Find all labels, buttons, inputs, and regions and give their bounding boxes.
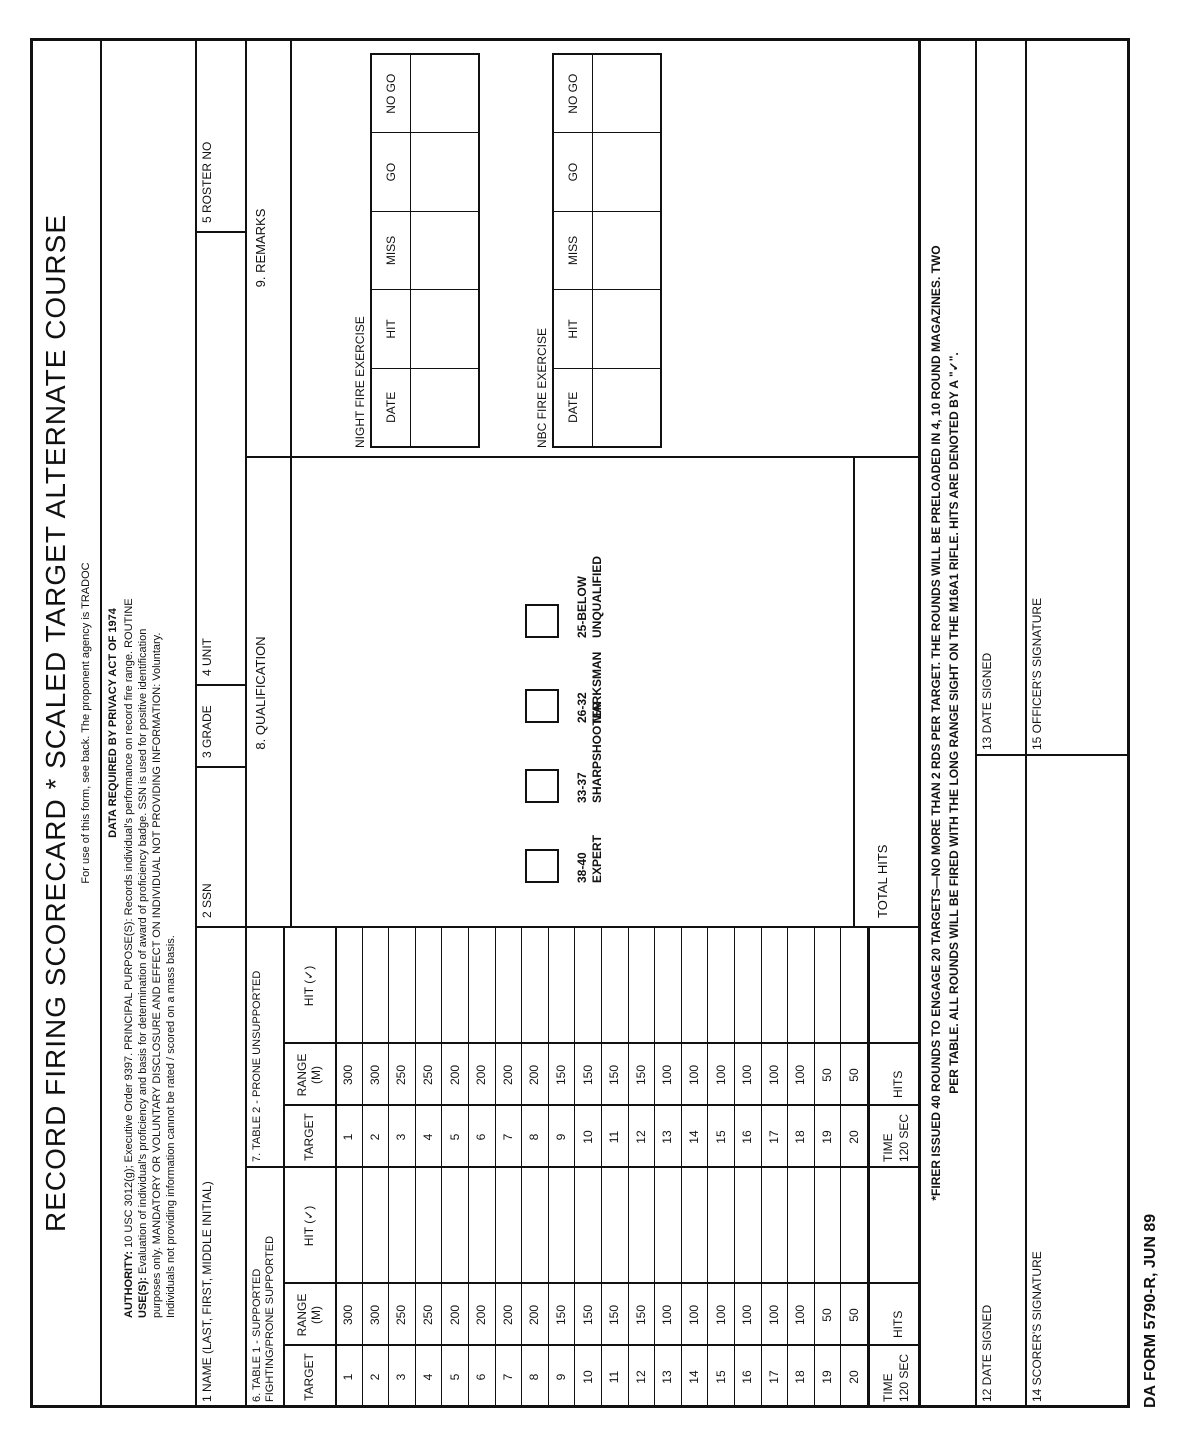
nbc-date-cell[interactable] xyxy=(593,369,660,446)
table2-range-cell: 200 xyxy=(500,1064,515,1086)
officer-signature-field[interactable]: 15 OFFICER'S SIGNATURE xyxy=(1030,597,1044,750)
night-fire-table xyxy=(370,53,480,448)
table2-hit-cell[interactable] xyxy=(521,928,548,1044)
table2-target-cell: 12 xyxy=(633,1130,648,1144)
privacy-individuals: Individuals not providing information cannot be rated / scored on a mass basis. xyxy=(165,935,177,1318)
table1-target-cell: 12 xyxy=(633,1370,648,1384)
nbc-fire-title: NBC FIRE EXERCISE xyxy=(535,327,549,448)
table2-hit-cell[interactable] xyxy=(548,928,575,1044)
table2-hit-cell[interactable] xyxy=(335,928,362,1044)
table2-hits-label: HITS xyxy=(891,1070,905,1098)
divider xyxy=(100,38,102,1408)
table1-total-divider xyxy=(867,1168,870,1408)
date-signed-13-field[interactable]: 13 DATE SIGNED xyxy=(980,652,994,750)
qualification-checkbox[interactable] xyxy=(525,769,559,803)
authority-text: 10 USC 3012(g); Executive Order 9397. PRINCIPAL PURPOSE(S): Records individual's performance on record fire range. ROUTINE xyxy=(123,598,135,1248)
table1-range-cell: 150 xyxy=(633,1304,648,1326)
table2-range-cell: 250 xyxy=(394,1064,409,1086)
table2-hit-cell[interactable] xyxy=(388,928,415,1044)
table2-range-cell: 100 xyxy=(713,1064,728,1086)
firing-note-line-2: PER TABLE. ALL ROUNDS WILL BE FIRED WITH THE LONG RANGE SIGHT ON THE M16A1 RIFLE. HITS ARE DENOTED BY A "✓". xyxy=(947,352,961,1094)
table1-target-cell: 2 xyxy=(367,1373,382,1381)
divider xyxy=(195,38,197,1408)
table2-total-divider xyxy=(867,928,870,1168)
qualification-range: 38-40 xyxy=(575,852,589,883)
table2-hit-cell[interactable] xyxy=(707,928,734,1044)
table1-hit-cell[interactable] xyxy=(495,1168,522,1284)
table1-hit-cell[interactable] xyxy=(707,1168,734,1284)
table1-hit-cell[interactable] xyxy=(415,1168,442,1284)
table2-hit-cell[interactable] xyxy=(628,928,655,1044)
table1-range-cell: 300 xyxy=(367,1304,382,1326)
qualification-checkbox[interactable] xyxy=(525,849,559,883)
night-col-hit: HIT xyxy=(372,290,411,367)
table1-hit-cell[interactable] xyxy=(468,1168,495,1284)
table1-col-hit: HIT (✓) xyxy=(302,1205,316,1247)
night-col-go: GO xyxy=(372,133,411,210)
qualification-checkbox[interactable] xyxy=(525,689,559,723)
table2-target-cell: 11 xyxy=(607,1130,622,1144)
table2-target-cell: 2 xyxy=(367,1133,382,1141)
table1-range-cell: 100 xyxy=(713,1304,728,1326)
table1-range-cell: 100 xyxy=(766,1304,781,1326)
table2-range-cell: 300 xyxy=(341,1064,356,1086)
nbc-col-no-go: NO GO xyxy=(554,55,593,132)
table1-range-cell: 250 xyxy=(394,1304,409,1326)
table2-hit-cell[interactable] xyxy=(468,928,495,1044)
table1-col-divider xyxy=(867,1344,918,1346)
table1-range-cell: 50 xyxy=(820,1308,835,1322)
name-field[interactable]: 1 NAME (LAST, FIRST, MIDDLE INITIAL) xyxy=(200,1181,214,1402)
table2-target-cell: 16 xyxy=(740,1130,755,1144)
table1-hit-cell[interactable] xyxy=(335,1168,362,1284)
table2-hit-cell[interactable] xyxy=(415,928,442,1044)
night-col-miss: MISS xyxy=(372,212,411,289)
table1-hit-cell[interactable] xyxy=(601,1168,628,1284)
table2-range-cell: 100 xyxy=(687,1064,702,1086)
table1-target-cell: 19 xyxy=(820,1370,835,1384)
table1-hit-cell[interactable] xyxy=(362,1168,389,1284)
table2-hit-cell[interactable] xyxy=(654,928,681,1044)
qualification-range: 33-37 xyxy=(575,772,589,803)
table2-title: 7. TABLE 2 - PRONE UNSUPPORTED xyxy=(251,970,263,1162)
table1-range-cell: 250 xyxy=(421,1304,436,1326)
table2-hit-cell[interactable] xyxy=(814,928,841,1044)
table1-title: 6. TABLE 1 - SUPPORTED xyxy=(251,1268,263,1402)
uses-text: Evaluation of individual's proficiency and basis for determination of award of proficiency badge. SSN is used for positive identification xyxy=(137,628,149,1274)
table2-target-cell: 14 xyxy=(687,1130,702,1144)
table1-target-cell: 5 xyxy=(447,1373,462,1381)
nbc-go-cell[interactable] xyxy=(593,133,660,210)
table1-hit-cell[interactable] xyxy=(761,1168,788,1284)
nbc-col-date: DATE xyxy=(554,369,593,446)
table2-target-cell: 18 xyxy=(793,1130,808,1144)
table2-range-cell: 300 xyxy=(367,1064,382,1086)
table1-time-value: 120 SEC xyxy=(897,1353,911,1402)
form-id: DA FORM 5790-R, JUN 89 xyxy=(1142,1213,1159,1408)
table2-hit-cell[interactable] xyxy=(734,928,761,1044)
table2-target-cell: 7 xyxy=(500,1133,515,1141)
night-go-cell[interactable] xyxy=(411,133,478,210)
table1-target-cell: 3 xyxy=(394,1373,409,1381)
table2-col-divider xyxy=(867,1042,918,1044)
table1-hit-cell[interactable] xyxy=(734,1168,761,1284)
table1-target-cell: 4 xyxy=(421,1373,436,1381)
table1-hit-cell[interactable] xyxy=(814,1168,841,1284)
table2-col-hit: HIT (✓) xyxy=(302,965,316,1007)
qualification-checkbox[interactable] xyxy=(525,604,559,638)
table1-target-cell: 17 xyxy=(766,1370,781,1384)
table1-range-cell: 100 xyxy=(740,1304,755,1326)
table2-range-cell: 50 xyxy=(846,1068,861,1082)
privacy-purposes: purposes only. MANDATORY OR VOLUNTARY DISCLOSURE AND EFFECT ON INDIVIDUAL NOT PROVIDING INFORMATION: Voluntary. xyxy=(151,632,163,1318)
nbc-miss-cell[interactable] xyxy=(593,212,660,289)
table2-hit-cell[interactable] xyxy=(362,928,389,1044)
qualification-range: 26-32 xyxy=(575,692,589,723)
table2-target-cell: 15 xyxy=(713,1130,728,1144)
unit-field[interactable]: 4 UNIT xyxy=(200,637,214,676)
table2-col-divider xyxy=(283,1104,867,1106)
table2-range-cell: 200 xyxy=(527,1064,542,1086)
table1-hit-cell[interactable] xyxy=(628,1168,655,1284)
table1-target-cell: 7 xyxy=(500,1373,515,1381)
table1-target-cell: 9 xyxy=(554,1373,569,1381)
authority-label: AUTHORITY: xyxy=(123,1250,135,1318)
table2-range-cell: 200 xyxy=(447,1064,462,1086)
date-signed-12-field[interactable]: 12 DATE SIGNED xyxy=(980,1304,994,1402)
table1-target-cell: 1 xyxy=(341,1373,356,1381)
night-date-cell[interactable] xyxy=(411,369,478,446)
table2-range-cell: 150 xyxy=(607,1064,622,1086)
table2-target-cell: 4 xyxy=(421,1133,436,1141)
nbc-col-go: GO xyxy=(554,133,593,210)
table1-col-divider xyxy=(283,1282,867,1284)
night-col-date: DATE xyxy=(372,369,411,446)
table1-target-cell: 11 xyxy=(607,1370,622,1384)
table2-target-cell: 13 xyxy=(660,1130,675,1144)
table2-hit-cell[interactable] xyxy=(840,928,867,1044)
table1-col-divider xyxy=(283,1344,867,1346)
table1-time-label: TIME xyxy=(881,1373,895,1402)
table1-range-cell: 50 xyxy=(846,1308,861,1322)
scorer-signature-field[interactable]: 14 SCORER'S SIGNATURE xyxy=(1030,1251,1044,1402)
table2-target-cell: 6 xyxy=(474,1133,489,1141)
night-hit-cell[interactable] xyxy=(411,290,478,367)
table1-target-cell: 14 xyxy=(687,1370,702,1384)
table1-hit-cell[interactable] xyxy=(787,1168,814,1284)
night-fire-title: NIGHT FIRE EXERCISE xyxy=(353,316,367,448)
form-subtitle: For use of this form, see back. The proponent agency is TRADOC xyxy=(80,562,92,884)
qualification-name: EXPERT xyxy=(590,834,604,883)
privacy-uses xyxy=(136,48,150,1318)
table2-target-cell: 3 xyxy=(394,1133,409,1141)
table1-target-cell: 16 xyxy=(740,1370,755,1384)
table2-time-label: TIME xyxy=(881,1133,895,1162)
table2-hit-cell[interactable] xyxy=(574,928,601,1044)
table2-hit-cell[interactable] xyxy=(441,928,468,1044)
table1-range-cell: 150 xyxy=(554,1304,569,1326)
table1-hit-cell[interactable] xyxy=(681,1168,708,1284)
table1-target-cell: 20 xyxy=(846,1370,861,1384)
table2-target-cell: 9 xyxy=(554,1133,569,1141)
table2-target-cell: 5 xyxy=(447,1133,462,1141)
uses-label: USE(S): xyxy=(137,1277,149,1318)
table2-hit-cell[interactable] xyxy=(681,928,708,1044)
table2-range-cell: 200 xyxy=(474,1064,489,1086)
nbc-no-go-cell[interactable] xyxy=(593,55,660,132)
nbc-fire-table xyxy=(552,53,662,448)
privacy-authority xyxy=(122,48,136,1318)
table2-col-target: TARGET xyxy=(302,1113,316,1161)
table1-hit-cell[interactable] xyxy=(574,1168,601,1284)
table2-target-cell: 17 xyxy=(766,1130,781,1144)
table2-target-cell: 20 xyxy=(846,1130,861,1144)
ssn-field[interactable]: 2 SSN xyxy=(200,883,214,918)
table1-range-cell: 150 xyxy=(607,1304,622,1326)
nbc-hit-cell[interactable] xyxy=(593,290,660,367)
form-title: RECORD FIRING SCORECARD * SCALED TARGET ALTERNATE COURSE xyxy=(40,214,71,1233)
table-2 xyxy=(245,928,918,1168)
table2-range-cell: 150 xyxy=(554,1064,569,1086)
table2-target-cell: 10 xyxy=(580,1130,595,1144)
table1-range-cell: 100 xyxy=(687,1304,702,1326)
table1-range-cell: 300 xyxy=(341,1304,356,1326)
table2-hit-cell[interactable] xyxy=(787,928,814,1044)
table1-hit-cell[interactable] xyxy=(441,1168,468,1284)
table2-hit-cell[interactable] xyxy=(761,928,788,1044)
table1-target-cell: 15 xyxy=(713,1370,728,1384)
remarks-title: 9. REMARKS xyxy=(253,208,268,288)
total-hits-label: TOTAL HITS xyxy=(875,844,890,918)
table1-col-divider xyxy=(867,1282,918,1284)
table1-range-cell: 200 xyxy=(500,1304,515,1326)
table1-col-range: RANGE (M) xyxy=(295,1293,323,1337)
table2-target-cell: 19 xyxy=(820,1130,835,1144)
table2-hit-cell[interactable] xyxy=(601,928,628,1044)
remarks-section xyxy=(245,38,918,458)
table1-target-cell: 8 xyxy=(527,1373,542,1381)
table2-time-value: 120 SEC xyxy=(897,1113,911,1162)
table2-hit-cell[interactable] xyxy=(495,928,522,1044)
table1-target-cell: 13 xyxy=(660,1370,675,1384)
table1-range-cell: 100 xyxy=(793,1304,808,1326)
nbc-col-miss: MISS xyxy=(554,212,593,289)
table2-col-divider xyxy=(867,1104,918,1106)
night-col-no-go: NO GO xyxy=(372,55,411,132)
table1-hit-cell[interactable] xyxy=(840,1168,867,1284)
qualification-range: 25-BELOW xyxy=(575,575,589,638)
table2-range-cell: 50 xyxy=(820,1068,835,1082)
table-1 xyxy=(245,1168,918,1408)
table2-range-cell: 250 xyxy=(421,1064,436,1086)
table1-hit-cell[interactable] xyxy=(654,1168,681,1284)
table2-target-cell: 8 xyxy=(527,1133,542,1141)
table1-hits-label: HITS xyxy=(891,1310,905,1338)
privacy-heading: DATA REQUIRED BY PRIVACY ACT OF 1974 xyxy=(107,608,119,838)
table1-range-cell: 100 xyxy=(660,1304,675,1326)
qualification-name: MARKSMAN xyxy=(590,651,604,723)
firing-note-line-1: *FIRER ISSUED 40 ROUNDS TO ENGAGE 20 TARGETS—NO MORE THAN 2 RDS PER TARGET. THE ROUNDS WILL BE PRELOADED IN 4, 10 ROUND MAGAZINES. TWO xyxy=(929,245,943,1201)
table2-range-cell: 100 xyxy=(660,1064,675,1086)
table1-target-cell: 18 xyxy=(793,1370,808,1384)
table2-range-cell: 150 xyxy=(580,1064,595,1086)
table1-range-cell: 200 xyxy=(474,1304,489,1326)
grade-field[interactable]: 3 GRADE xyxy=(200,705,214,758)
table2-col-divider xyxy=(283,1042,867,1044)
table1-col-target: TARGET xyxy=(302,1353,316,1401)
table1-range-cell: 150 xyxy=(580,1304,595,1326)
roster-field[interactable]: 5 ROSTER NO xyxy=(200,141,214,223)
table2-range-cell: 100 xyxy=(740,1064,755,1086)
qualification-title: 8. QUALIFICATION xyxy=(253,636,268,750)
table2-range-cell: 100 xyxy=(766,1064,781,1086)
nbc-col-hit: HIT xyxy=(554,290,593,367)
table1-target-cell: 10 xyxy=(580,1370,595,1384)
table1-range-cell: 200 xyxy=(447,1304,462,1326)
night-no-go-cell[interactable] xyxy=(411,55,478,132)
table1-hit-cell[interactable] xyxy=(521,1168,548,1284)
table2-range-cell: 100 xyxy=(793,1064,808,1086)
qualification-name: UNQUALIFIED xyxy=(590,556,604,638)
table1-title-line-2: FIGHTING/PRONE SUPPORTED xyxy=(264,1235,276,1402)
table1-target-cell: 6 xyxy=(474,1373,489,1381)
table2-col-range: RANGE (M) xyxy=(295,1053,323,1097)
table2-range-cell: 150 xyxy=(633,1064,648,1086)
qualification-section xyxy=(245,458,918,928)
table1-range-cell: 200 xyxy=(527,1304,542,1326)
table1-hit-cell[interactable] xyxy=(548,1168,575,1284)
qualification-name: SHARPSHOOTER xyxy=(590,701,604,803)
table2-target-cell: 1 xyxy=(341,1133,356,1141)
night-miss-cell[interactable] xyxy=(411,212,478,289)
table1-hit-cell[interactable] xyxy=(388,1168,415,1284)
